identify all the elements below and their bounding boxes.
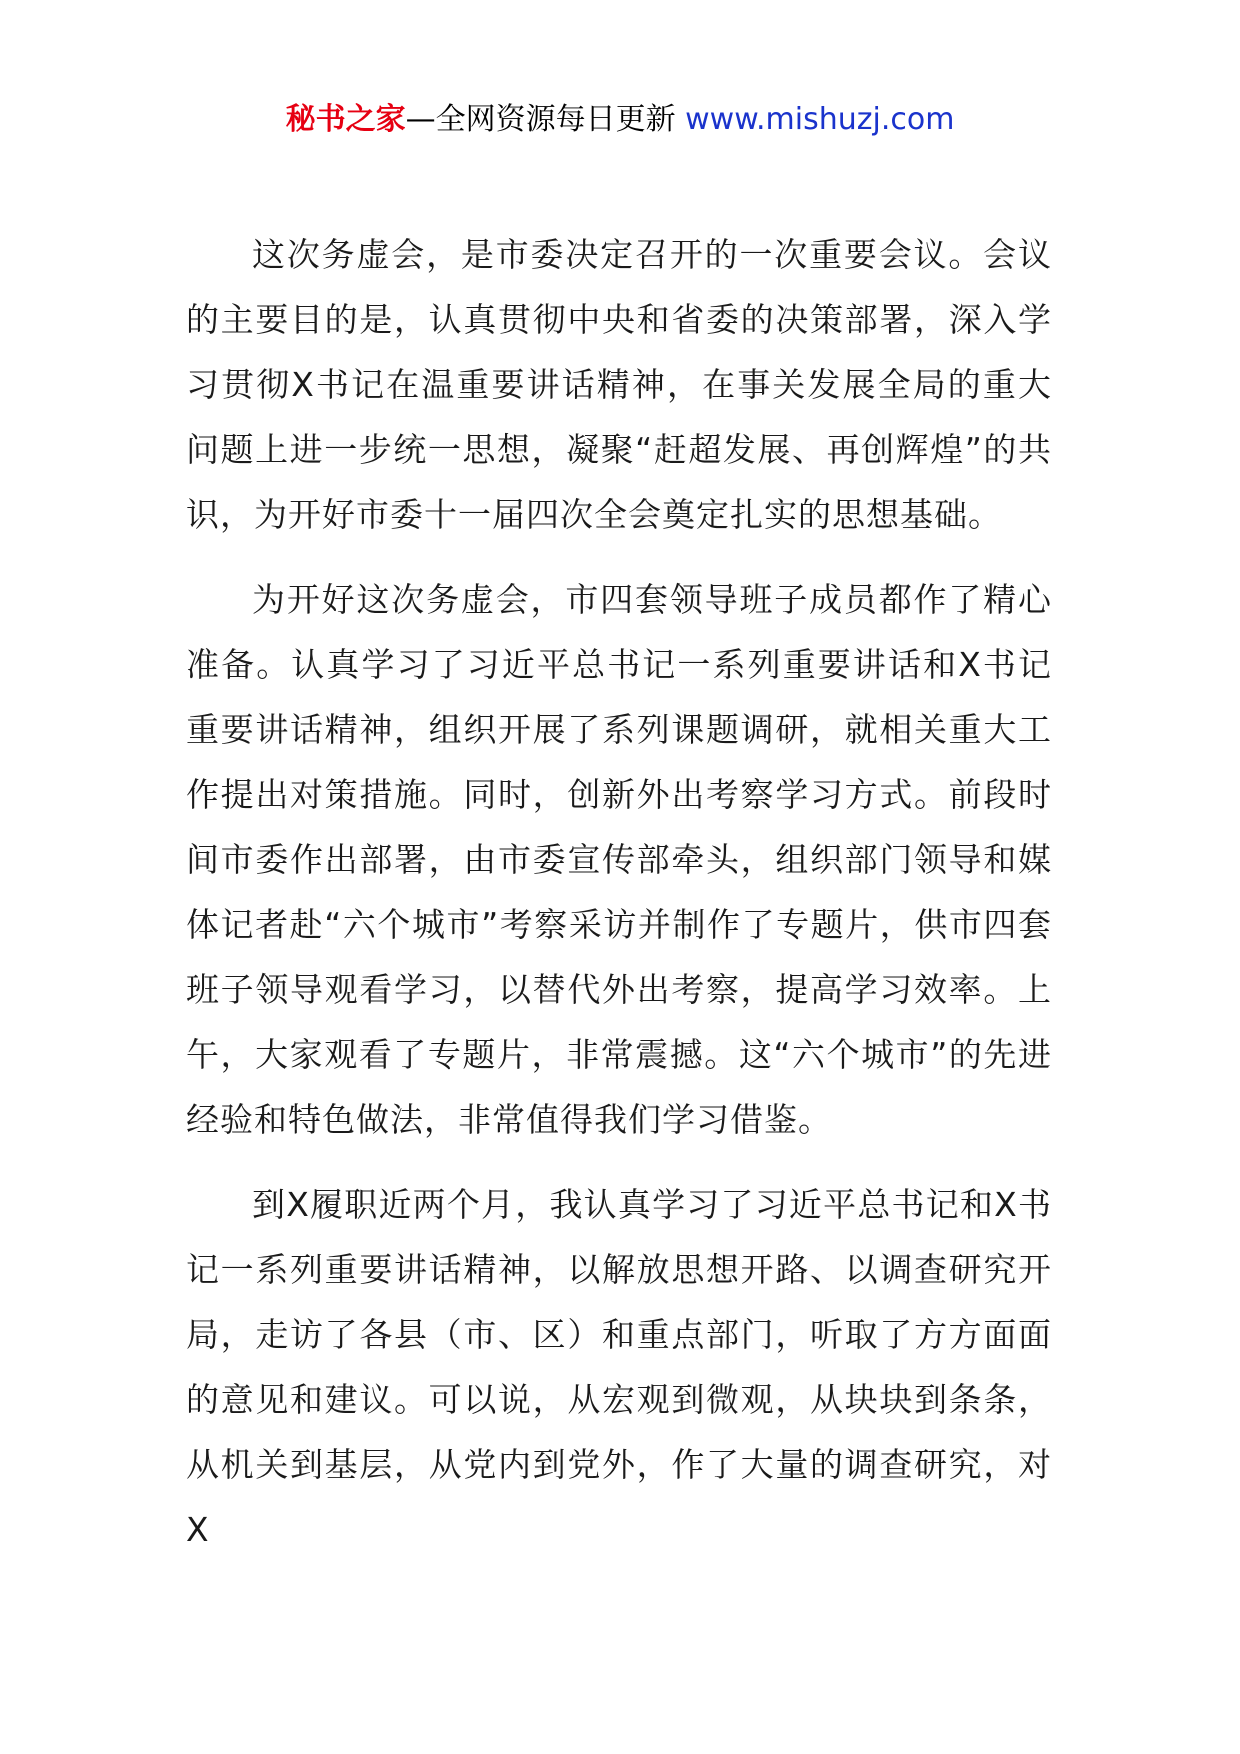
- header-slogan: —全网资源每日更新: [405, 102, 676, 137]
- paragraph-1: 这次务虚会，是市委决定召开的一次重要会议。会议的主要目的是，认真贯彻中央和省委的决策部署，深入学习贯彻X书记在温重要讲话精神，在事关发展全局的重大问题上进一步统一思想，凝聚“赶超发展、再创辉煌”的共识，为开好市委十一届四次全会奠定扎实的思想基础。: [186, 235, 1052, 534]
- paragraph-2: 为开好这次务虚会，市四套领导班子成员都作了精心准备。认真学习了习近平总书记一系列重要讲话和X书记重要讲话精神，组织开展了系列课题调研，就相关重大工作提出对策措施。同时，创新外出考察学习方式。前段时间市委作出部署，由市委宣传部牵头，组织部门领导和媒体记者赴“六个城市”考察采访并制作了专题片，供市四套班子领导观看学习，以替代外出考察，提高学习效率。上午，大家观看了专题片，非常震撼。这“六个城市”的先进经验和特色做法，非常值得我们学习借鉴。: [186, 580, 1052, 1139]
- brand-name: 秘书之家: [285, 102, 406, 137]
- site-url-link[interactable]: www.mishuzj.com: [685, 102, 955, 137]
- document-body: [186, 222, 1052, 1582]
- page-header: [0, 100, 1240, 140]
- paragraph-3: 到X履职近两个月，我认真学习了习近平总书记和X书记一系列重要讲话精神，以解放思想开路、以调查研究开局，走访了各县（市、区）和重点部门，听取了方方面面的意见和建议。可以说，从宏观到微观，从块块到条条，从机关到基层，从党内到党外，作了大量的调查研究，对X: [186, 1185, 1052, 1549]
